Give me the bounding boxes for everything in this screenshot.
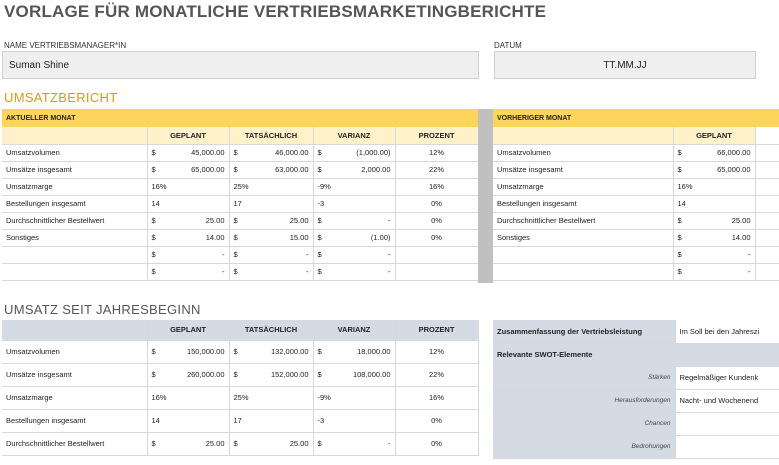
- prev-planned-cell-value: 25.00: [731, 216, 751, 225]
- currency-symbol: $: [317, 267, 322, 276]
- row-label: Umsatzvolumen: [2, 340, 147, 363]
- planned-cell-value: 25.00: [205, 216, 225, 225]
- percent-cell[interactable]: 22%: [395, 363, 478, 386]
- planned-cell[interactable]: [147, 195, 229, 212]
- currency-symbol: $: [317, 148, 322, 157]
- table-row: [493, 229, 779, 246]
- table-row: [2, 263, 478, 280]
- ytd-col-planned: GEPLANT: [147, 320, 229, 340]
- swot-label: Herausforderungen: [493, 389, 675, 412]
- row-label: Sonstiges: [2, 229, 147, 246]
- row-label: Umsätze insgesamt: [2, 363, 147, 386]
- current-month-table: [2, 109, 479, 281]
- actual-cell-value: 132,000.00: [270, 347, 309, 356]
- row-label: Umsatzvolumen: [493, 144, 673, 161]
- table-row: [2, 178, 478, 195]
- planned-cell[interactable]: [147, 432, 229, 455]
- date-value: TT.MM.JJ: [603, 59, 647, 71]
- currency-symbol: $: [151, 148, 156, 157]
- percent-cell[interactable]: 22%: [395, 161, 478, 178]
- currency-symbol: $: [151, 347, 156, 356]
- variance-cell[interactable]: [313, 195, 395, 212]
- planned-cell[interactable]: [147, 340, 229, 363]
- currency-symbol: $: [151, 233, 156, 242]
- row-label: Umsatzmarge: [2, 178, 147, 195]
- prev-planned-cell[interactable]: [673, 246, 755, 263]
- actual-cell[interactable]: [229, 212, 313, 229]
- actual-cell[interactable]: [229, 144, 313, 161]
- prev-planned-cell-value: -: [748, 267, 751, 276]
- planned-cell[interactable]: [147, 229, 229, 246]
- prev-planned-cell-value: 14: [677, 199, 686, 208]
- date-field[interactable]: [494, 51, 756, 79]
- ytd-col-actual: TATSÄCHLICH: [229, 320, 313, 340]
- empty-cell: [755, 229, 779, 246]
- actual-cell[interactable]: [229, 246, 313, 263]
- row-label: Durchschnittlicher Bestellwert: [493, 212, 673, 229]
- table-row: [493, 212, 779, 229]
- variance-cell-value: -: [388, 267, 391, 276]
- swot-label: Relevante SWOT-Elemente: [493, 343, 779, 366]
- currency-symbol: $: [677, 250, 682, 259]
- actual-cell-value: 46,000.00: [275, 148, 309, 157]
- table-row: [2, 144, 478, 161]
- currency-symbol: $: [677, 148, 682, 157]
- currency-symbol: $: [317, 165, 322, 174]
- currency-symbol: $: [233, 250, 238, 259]
- actual-cell[interactable]: [229, 363, 313, 386]
- ytd-col-variance: VARIANZ: [313, 320, 395, 340]
- planned-cell-value: 14: [151, 416, 160, 425]
- variance-cell[interactable]: [313, 246, 395, 263]
- variance-cell-value: -: [388, 439, 391, 448]
- currency-symbol: $: [151, 250, 156, 259]
- planned-cell-value: 260,000.00: [186, 370, 225, 379]
- manager-field[interactable]: [2, 51, 479, 79]
- swot-value[interactable]: [675, 435, 779, 458]
- row-label: Sonstiges: [493, 229, 673, 246]
- col-variance: VARIANZ: [313, 127, 395, 144]
- variance-cell[interactable]: [313, 386, 395, 409]
- currency-symbol: $: [317, 216, 322, 225]
- table-row: [493, 178, 779, 195]
- row-label: Umsätze insgesamt: [493, 161, 673, 178]
- table-row: [2, 409, 478, 432]
- prev-planned-cell-value: 65,000.00: [717, 165, 751, 174]
- percent-cell[interactable]: 0%: [395, 409, 478, 432]
- row-label: Umsatzmarge: [493, 178, 673, 195]
- row-label: Bestellungen insgesamt: [2, 409, 147, 432]
- planned-cell-value: 14.00: [205, 233, 225, 242]
- table-row: [2, 161, 478, 178]
- swot-value[interactable]: Nacht- und Wochenend: [675, 389, 779, 412]
- currency-symbol: $: [233, 216, 238, 225]
- previous-month-table: [493, 109, 779, 281]
- table-row: [2, 195, 478, 212]
- prev-planned-cell-value: 66,000.00: [717, 148, 751, 157]
- planned-cell-value: 14: [151, 199, 160, 208]
- actual-cell-value: 63,000.00: [275, 165, 309, 174]
- planned-cell[interactable]: [147, 246, 229, 263]
- prev-planned-cell[interactable]: [673, 229, 755, 246]
- actual-cell[interactable]: [229, 178, 313, 195]
- table-row: [2, 340, 478, 363]
- variance-cell-value: -: [388, 216, 391, 225]
- variance-cell-value: -3: [317, 199, 325, 208]
- swot-label: Bedrohungen: [493, 435, 675, 458]
- swot-row: [493, 412, 779, 435]
- table-row: [493, 263, 779, 280]
- row-label: Umsatzvolumen: [2, 144, 147, 161]
- prev-planned-cell-value: 16%: [677, 182, 693, 191]
- variance-cell-value: 2,000.00: [361, 165, 391, 174]
- variance-cell[interactable]: [313, 178, 395, 195]
- actual-cell[interactable]: [229, 229, 313, 246]
- currency-symbol: $: [317, 347, 322, 356]
- percent-cell[interactable]: 12%: [395, 144, 478, 161]
- manager-label: NAME VERTRIEBSMANAGER*IN: [4, 41, 127, 50]
- actual-cell[interactable]: [229, 263, 313, 280]
- currency-symbol: $: [233, 439, 238, 448]
- actual-cell-value: 17: [233, 416, 242, 425]
- prev-planned-cell[interactable]: [673, 263, 755, 280]
- swot-value[interactable]: [675, 412, 779, 435]
- variance-cell[interactable]: [313, 229, 395, 246]
- swot-value[interactable]: Regelmäßiger Kundenk: [675, 366, 779, 389]
- variance-cell[interactable]: [313, 409, 395, 432]
- actual-cell[interactable]: [229, 340, 313, 363]
- planned-cell-value: 65,000.00: [191, 165, 225, 174]
- variance-cell[interactable]: [313, 363, 395, 386]
- table-row: [2, 432, 478, 455]
- prev-planned-cell[interactable]: [673, 195, 755, 212]
- row-label: [493, 263, 673, 280]
- actual-cell[interactable]: [229, 432, 313, 455]
- actual-cell-value: 25.00: [289, 439, 309, 448]
- actual-cell-value: 17: [233, 199, 242, 208]
- empty-cell: [755, 195, 779, 212]
- prev-planned-cell-value: -: [748, 250, 751, 259]
- empty-cell: [755, 263, 779, 280]
- prev-planned-cell-value: 14.00: [731, 233, 751, 242]
- prev-planned-cell[interactable]: [673, 144, 755, 161]
- planned-cell-value: 16%: [151, 182, 167, 191]
- empty-cell: [755, 246, 779, 263]
- row-label: Durchschnittlicher Bestellwert: [2, 432, 147, 455]
- currency-symbol: $: [151, 267, 156, 276]
- actual-cell-value: 25.00: [289, 216, 309, 225]
- currency-symbol: $: [151, 370, 156, 379]
- manager-value: Suman Shine: [9, 59, 70, 71]
- planned-cell[interactable]: [147, 212, 229, 229]
- row-label: Durchschnittlicher Bestellwert: [2, 212, 147, 229]
- planned-cell[interactable]: [147, 263, 229, 280]
- table-row: [2, 386, 478, 409]
- ytd-col-percent: PROZENT: [395, 320, 478, 340]
- variance-cell-value: -9%: [317, 393, 331, 402]
- table-row: [493, 246, 779, 263]
- variance-cell-value: -3: [317, 416, 325, 425]
- variance-cell-value: (1.00): [370, 233, 391, 242]
- ytd-heading: UMSATZ SEIT JAHRESBEGINN: [4, 302, 201, 317]
- table-row: [2, 212, 478, 229]
- percent-cell[interactable]: 0%: [395, 432, 478, 455]
- currency-symbol: $: [233, 148, 238, 157]
- currency-symbol: $: [151, 216, 156, 225]
- variance-cell[interactable]: [313, 340, 395, 363]
- percent-cell[interactable]: 12%: [395, 340, 478, 363]
- currency-symbol: $: [317, 439, 322, 448]
- currency-symbol: $: [317, 370, 322, 379]
- actual-cell[interactable]: [229, 386, 313, 409]
- revenue-report-heading: UMSATZBERICHT: [4, 90, 118, 105]
- currency-symbol: $: [677, 165, 682, 174]
- col-percent: PROZENT: [395, 127, 478, 144]
- prev-planned-cell[interactable]: [673, 161, 755, 178]
- row-label: Umsätze insgesamt: [2, 161, 147, 178]
- ytd-table: [2, 320, 479, 456]
- table-row: [493, 195, 779, 212]
- table-row: [2, 246, 478, 263]
- previous-month-label: VORHERIGER MONAT: [493, 109, 779, 127]
- col-actual: TATSÄCHLICH: [229, 127, 313, 144]
- variance-cell[interactable]: [313, 432, 395, 455]
- actual-cell[interactable]: [229, 409, 313, 432]
- variance-cell[interactable]: [313, 212, 395, 229]
- actual-cell-value: 15.00: [289, 233, 309, 242]
- planned-cell[interactable]: [147, 363, 229, 386]
- variance-cell[interactable]: [313, 263, 395, 280]
- planned-cell-value: 25.00: [205, 439, 225, 448]
- currency-symbol: $: [317, 233, 322, 242]
- variance-cell[interactable]: [313, 161, 395, 178]
- percent-cell[interactable]: 16%: [395, 178, 478, 195]
- row-label: [2, 263, 147, 280]
- table-row: [493, 161, 779, 178]
- row-label: [493, 246, 673, 263]
- page-title: VORLAGE FÜR MONATLICHE VERTRIEBSMARKETINGBERICHTE: [4, 2, 547, 21]
- row-label: Bestellungen insgesamt: [493, 195, 673, 212]
- planned-cell-value: -: [222, 267, 225, 276]
- planned-cell[interactable]: [147, 409, 229, 432]
- percent-cell[interactable]: 0%: [395, 229, 478, 246]
- summary-table: [493, 320, 779, 459]
- currency-symbol: $: [151, 439, 156, 448]
- planned-cell[interactable]: [147, 178, 229, 195]
- currency-symbol: $: [677, 216, 682, 225]
- actual-cell-value: 152,000.00: [270, 370, 309, 379]
- row-label: [2, 246, 147, 263]
- planned-cell[interactable]: [147, 386, 229, 409]
- prev-planned-cell[interactable]: [673, 212, 755, 229]
- column-separator: [478, 109, 493, 283]
- prev-col-planned: GEPLANT: [673, 127, 755, 144]
- variance-cell-value: -: [388, 250, 391, 259]
- swot-label: Stärken: [493, 366, 675, 389]
- col-planned: GEPLANT: [147, 127, 229, 144]
- empty-cell: [755, 178, 779, 195]
- empty-cell: [755, 161, 779, 178]
- performance-summary-value[interactable]: Im Soll bei den Jahreszi: [675, 320, 779, 343]
- swot-row: [493, 389, 779, 412]
- swot-row: [493, 366, 779, 389]
- currency-symbol: $: [233, 370, 238, 379]
- variance-cell-value: (1,000.00): [356, 148, 391, 157]
- table-row: [2, 229, 478, 246]
- actual-cell-value: -: [306, 250, 309, 259]
- table-row: [493, 144, 779, 161]
- actual-cell[interactable]: [229, 195, 313, 212]
- swot-row: [493, 435, 779, 458]
- planned-cell[interactable]: [147, 161, 229, 178]
- table-row: [2, 363, 478, 386]
- planned-cell-value: 45,000.00: [191, 148, 225, 157]
- percent-cell[interactable]: [395, 263, 478, 280]
- percent-cell[interactable]: 0%: [395, 212, 478, 229]
- variance-cell-value: 18,000.00: [357, 347, 391, 356]
- planned-cell-value: 150,000.00: [186, 347, 225, 356]
- swot-label: Chancen: [493, 412, 675, 435]
- currency-symbol: $: [677, 233, 682, 242]
- currency-symbol: $: [151, 165, 156, 174]
- row-label: Bestellungen insgesamt: [2, 195, 147, 212]
- currency-symbol: $: [233, 233, 238, 242]
- variance-cell[interactable]: [313, 144, 395, 161]
- variance-cell-value: 108,000.00: [352, 370, 391, 379]
- currency-symbol: $: [317, 250, 322, 259]
- performance-summary-label: Zusammenfassung der Vertriebsleistung: [493, 320, 675, 343]
- percent-cell[interactable]: 0%: [395, 195, 478, 212]
- empty-cell: [755, 212, 779, 229]
- currency-symbol: $: [233, 165, 238, 174]
- planned-cell-value: -: [222, 250, 225, 259]
- actual-cell-value: 25%: [233, 393, 249, 402]
- planned-cell-value: 16%: [151, 393, 167, 402]
- actual-cell-value: -: [306, 267, 309, 276]
- currency-symbol: $: [677, 267, 682, 276]
- currency-symbol: $: [233, 347, 238, 356]
- row-label: Umsatzmarge: [2, 386, 147, 409]
- date-label: DATUM: [494, 41, 522, 50]
- actual-cell[interactable]: [229, 161, 313, 178]
- currency-symbol: $: [233, 267, 238, 276]
- percent-cell[interactable]: [395, 246, 478, 263]
- empty-cell: [755, 144, 779, 161]
- percent-cell[interactable]: 16%: [395, 386, 478, 409]
- planned-cell[interactable]: [147, 144, 229, 161]
- prev-planned-cell[interactable]: [673, 178, 755, 195]
- current-month-label: AKTUELLER MONAT: [2, 109, 478, 127]
- variance-cell-value: -9%: [317, 182, 331, 191]
- actual-cell-value: 25%: [233, 182, 249, 191]
